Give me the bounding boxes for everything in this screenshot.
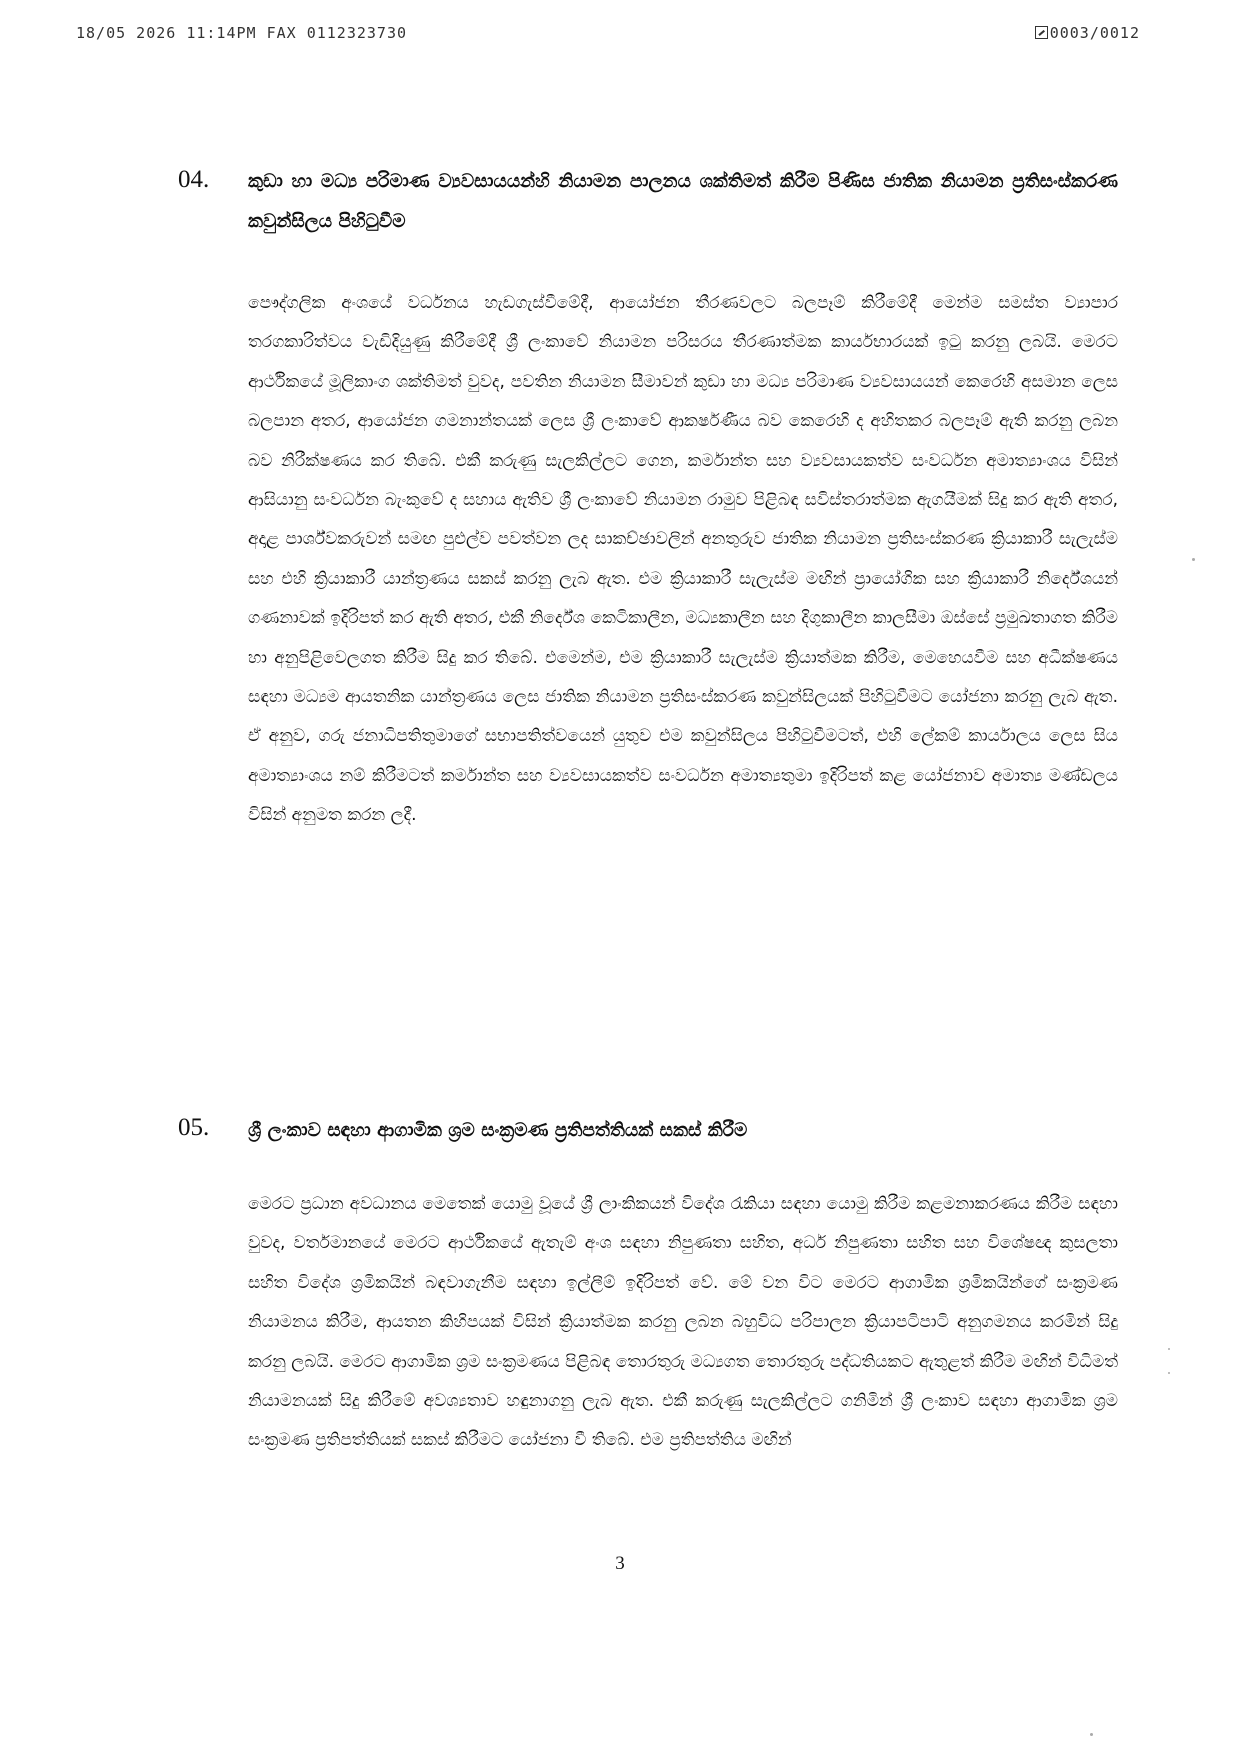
fax-transmission-info: 18/05 2026 11:14PM FAX 0112323730 — [76, 24, 408, 42]
scan-speck — [1168, 1348, 1170, 1350]
section-title: ශ්‍රී ලංකාව සඳහා ආගාමික ශ්‍රම සංක්‍රමණ ප්‍රතිපත්තියක් සකස් කිරීම — [248, 1120, 748, 1141]
section-title: කුඩා හා මධ්‍ය පරිමාණ ව්‍යවසායයන්හි නියාමන පාලනය ශක්තිමත් කිරීම පිණිස ජාතික නියාමන ප්‍රතිසංස්කරණ කවුන්සිලය පිහිටුවීම — [248, 171, 1118, 232]
section-number: 05. — [178, 1114, 210, 1141]
checkbox-icon — [1035, 26, 1048, 39]
fax-page-count-text: 0003/0012 — [1049, 24, 1140, 42]
section-number: 04. — [178, 166, 210, 193]
section-body: මෙරට ප්‍රධාන අවධානය මෙතෙක් යොමු වූයේ ශ්‍රී ලාංකිකයන් විදේශ රැකියා සඳහා යොමු කිරීම කළමනාකරණය කිරීම සඳහා වුවද, වර්තමානයේ මෙරට ආර්ථිකයේ ඇතැම් අංශ සඳහා නිපුණතා සහිත, අර්ධ නිපුණතා සහිත සහ විශේෂඥ කුසලතා සහිත විදේශ ශ්‍රමිකයින් බඳවාගැනීම සඳහා ඉල්ලීම් ඉදිරිපත් වේ. මේ වන විට මෙරට ආගාමික ශ්‍රමිකයින්ගේ සංක්‍රමණ නියාමනය කිරීම, ආයතන කිහිපයක් විසින් ක්‍රියාත්මක කරනු ලබන බහුවිධ පරිපාලන ක්‍රියාපටිපාටි අනුගමනය කරමින් සිදු කරනු ලබයි. මෙරට ආගාමික ශ්‍රම සංක්‍රමණය පිළිබඳ තොරතුරු මධ්‍යගත තොරතුරු පද්ධතියකට ඇතුළත් කිරීම මඟින් විධිමත් නියාමනයක් සිදු කිරීමේ අවශ්‍යතාව හඳුනාගනු ලැබ ඇත. එකී කරුණු සැලකිල්ලට ගනිමින් ශ්‍රී ලංකාව සඳහා ආගාමික ශ්‍රම සංක්‍රමණ ප්‍රතිපත්තියක් සකස් කිරීමට යෝජනා වී තිබේ. එම ප්‍රතිපත්තිය මඟින් — [248, 1194, 1118, 1451]
fax-header — [76, 24, 1140, 46]
fax-page-count — [1035, 24, 1140, 42]
section-body: පෞද්ගලික අංශයේ වර්ධනය හැඩගැස්වීමේදී, ආයෝජන තීරණවලට බලපෑම් කිරීමේදී මෙන්ම සමස්ත ව්‍යාපාර තරගකාරිත්වය වැඩිදියුණු කිරීමේදී ශ්‍රී ලංකාවේ නියාමන පරිසරය තීරණාත්මක කාර්යභාරයක් ඉටු කරනු ලබයි. මෙරට ආර්ථිකයේ මූලිකාංග ශක්තිමත් වුවද, පවතින නියාමන සීමාවන් කුඩා හා මධ්‍ය පරිමාණ ව්‍යවසායයන් කෙරෙහි අසමාන ලෙස බලපාන අතර, ආයෝජන ගමනාන්තයක් ලෙස ශ්‍රී ලංකාවේ ආකර්ෂණීය බව කෙරෙහි ද අහිතකර බලපෑම් ඇති කරනු ලබන බව නිරීක්ෂණය කර තිබේ. එකී කරුණු සැලකිල්ලට ගෙන, කර්මාන්ත සහ ව්‍යවසායකත්ව සංවර්ධන අමාත්‍යාංශය විසින් ආසියානු සංවර්ධන බැංකුවේ ද සහාය ඇතිව ශ්‍රී ලංකාවේ නියාමන රාමුව පිළිබඳ සවිස්තරාත්මක ඇගයීමක් සිදු කර ඇති අතර, අදාළ පාර්ශ්වකරුවන් සමඟ පුළුල්ව පවත්වන ලද සාකච්ඡාවලින් අනතුරුව ජාතික නියාමන ප්‍රතිසංස්කරණ ක්‍රියාකාරී සැලැස්ම සහ එහි ක්‍රියාකාරී යාන්ත්‍රණය සකස් කරනු ලැබ ඇත. එම ක්‍රියාකාරී සැලැස්ම මඟින් ප්‍රායෝගික සහ ක්‍රියාකාරී නිර්දේශයන් ගණනාවක් ඉදිරිපත් කර ඇති අතර, එකී නිර්දේශ කෙටිකාලීන, මධ්‍යකාලීන සහ දිගුකාලීන කාලසීමා ඔස්සේ ප්‍රමුඛතාගත කිරීම හා අනුපිළිවෙලගත කිරීම සිදු කර තිබේ. එමෙන්ම, එම ක්‍රියාකාරී සැලැස්ම ක්‍රියාත්මක කිරීම, මෙහෙයවීම සහ අධීක්ෂණය සඳහා මධ්‍යම ආයතනික යාන්ත්‍රණය ලෙස ජාතික නියාමන ප්‍රතිසංස්කරණ කවුන්සිලයක් පිහිටුවීමට යෝජනා කරනු ලැබ ඇත. ඒ අනුව, ගරු ජනාධිපතිතුමාගේ සභාපතිත්වයෙන් යුතුව එම කවුන්සිලය පිහිටුවීමටත්, එහි ලේකම් කාර්යාලය ලෙස සිය අමාත්‍යාංශය නම් කිරීමටත් කර්මාන්ත සහ ව්‍යවසායකත්ව සංවර්ධන අමාත්‍යතුමා ඉදිරිපත් කළ යෝජනාව අමාත්‍ය මණ්ඩලය විසින් අනුමත කරන ලදී. — [248, 293, 1118, 826]
scan-speck — [1090, 1733, 1093, 1736]
scan-speck — [1168, 1372, 1170, 1374]
scan-speck — [1192, 558, 1195, 561]
page-number: 3 — [615, 1553, 625, 1574]
